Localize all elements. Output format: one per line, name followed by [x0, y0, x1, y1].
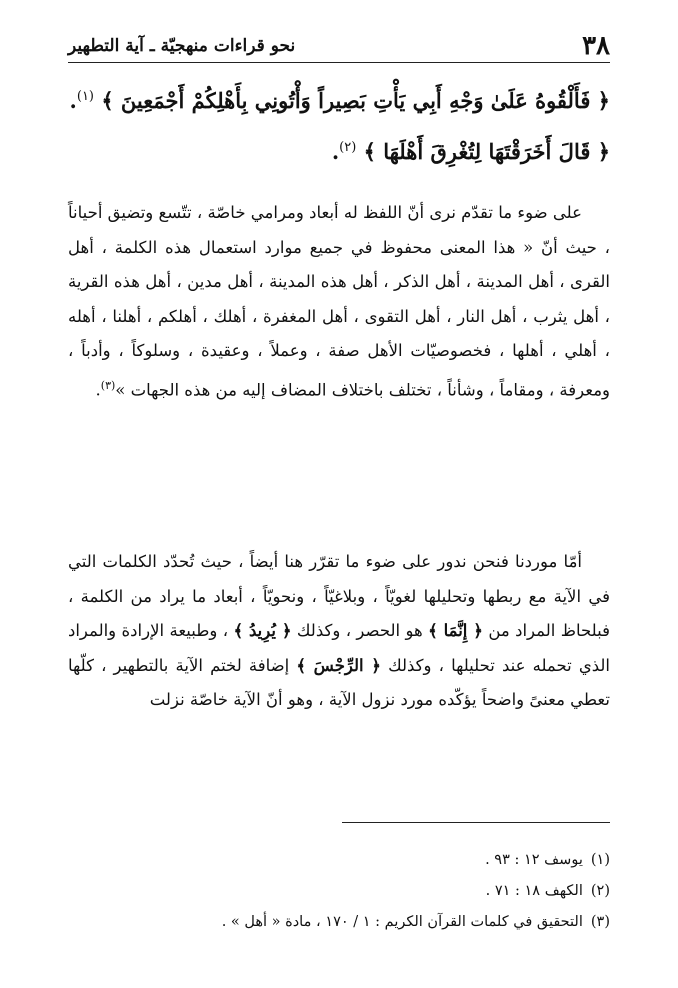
- footnote-text: يوسف ١٢ : ٩٣ .: [485, 852, 583, 868]
- footnote: [68, 876, 610, 907]
- verse-text: ﴿ قَالَ أَخَرَقْتَهَا لِتُغْرِقَ أَهْلَهَا ﴾: [363, 139, 610, 164]
- footnotes: [68, 845, 610, 938]
- footnote-number: (١): [590, 852, 610, 868]
- quran-verse-1: ﴿ فَأَلْقُوهُ عَلَىٰ وَجْهِ أَبِي يَأْتِ بَصِيراً وَأْتُونِي بِأَهْلِكُمْ أَجْمَعِينَ ﴾ $^{(١)}$.: [69, 88, 610, 113]
- footnote-text: الكهف ١٨ : ٧١ .: [485, 883, 583, 899]
- quran-word: ﴿ يُرِيدُ ﴾: [233, 621, 292, 640]
- footnote-separator: [342, 822, 610, 823]
- footnote: [68, 845, 610, 876]
- footnote-ref[interactable]: (١): [76, 89, 94, 104]
- footnote-text: التحقيق في كلمات القرآن الكريم : ١ / ١٧٠ ، مادة « أهل » .: [221, 914, 583, 930]
- footnote-number: (٣): [590, 914, 610, 930]
- footnote: [68, 907, 610, 938]
- footnote-ref[interactable]: (٣): [100, 378, 116, 392]
- paragraph-1: على ضوء ما تقدّم نرى أنّ اللفظ له أبعاد ومرامي خاصّة ، تتّسع وتضيق أحياناً ، حيث أنّ « هذا المعنى محفوظ في جميع موارد استعمال هذه الكلمة ، أهل القرى ، أهل المدينة ، أهل الذكر ، أهل هذه المدينة ، أهل مدين ، أهل هذه القرية ، أهل يثرب ، أهل النار ، أهل التقوى ، أهل المغفرة ، أهلك ، أهلكم ، أهلنا ، أهله ، أهلي ، أهلها ، فخصوصيّات الأهل صفة ، وعملاً ، وعقيدة ، وسلوكاً ، وأدباً ، ومعرفة ، ومقاماً ، وشأناً ، تختلف باختلاف المضاف إليه من هذه الجهات »$^{(٣)}$.: [68, 203, 610, 399]
- quran-word: ﴿ الرِّجْسَ ﴾: [296, 655, 381, 675]
- footnote-number: (٢): [590, 883, 610, 899]
- quran-verse-2: ﴿ قَالَ أَخَرَقْتَهَا لِتُغْرِقَ أَهْلَهَا ﴾ $^{(٢)}$.: [331, 139, 610, 164]
- page-header: [68, 30, 610, 63]
- page-number: ٣٨: [582, 31, 610, 61]
- running-title: نحو قراءات منهجيّة ـ آية التطهير: [68, 36, 296, 56]
- footnote-ref[interactable]: (٢): [339, 140, 357, 155]
- paragraph-text: على ضوء ما تقدّم نرى أنّ اللفظ له أبعاد ومرامي خاصّة ، تتّسع وتضيق أحياناً ، حيث أنّ « هذا المعنى محفوظ في جميع موارد استعمال هذه الكلمة ، أهل القرى ، أهل المدينة ، أهل الذكر ، أهل هذه المدينة ، أهل مدين ، أهل هذه القرية ، أهل يثرب ، أهل النار ، أهل التقوى ، أهل المغفرة ، أهلك ، أهلكم ، أهلنا ، أهله ، أهلي ، أهلها ، فخصوصيّات الأهل صفة ، وعملاً ، وعقيدة ، وسلوكاً ، وأدباً ، ومعرفة ، ومقاماً ، وشأناً ، تختلف باختلاف المضاف إليه من هذه الجهات »: [68, 203, 610, 399]
- verse-text: ﴿ فَأَلْقُوهُ عَلَىٰ وَجْهِ أَبِي يَأْتِ بَصِيراً وَأْتُونِي بِأَهْلِكُمْ أَجْمَعِينَ ﴾: [101, 88, 610, 113]
- paragraph-2: أمّا موردنا فنحن ندور على ضوء ما تقرّر هنا أيضاً ، حيث تُحدّد الكلمات التي في الآية مع ربطها وتحليلها لغويّاً ، وبلاغيّاً ، ونحويّاً ، أبعاد ما يراد من الكلمة ، فبلحاظ المراد من ﴿ إِنَّمَا ﴾ هو الحصر ، وكذلك ﴿ يُرِيدُ ﴾ ، وطبيعة الإرادة والمراد الذي تحمله عند تحليلها ، وكذلك ﴿ الرِّجْسَ ﴾ إضافة لختم الآية بالتطهير ، كلّها تعطي معنىً واضحاً يؤكّده مورد نزول الآية ، وهو أنّ الآية خاصّة نزلت: [68, 552, 611, 709]
- quran-word: ﴿ إِنَّمَا ﴾: [428, 621, 483, 640]
